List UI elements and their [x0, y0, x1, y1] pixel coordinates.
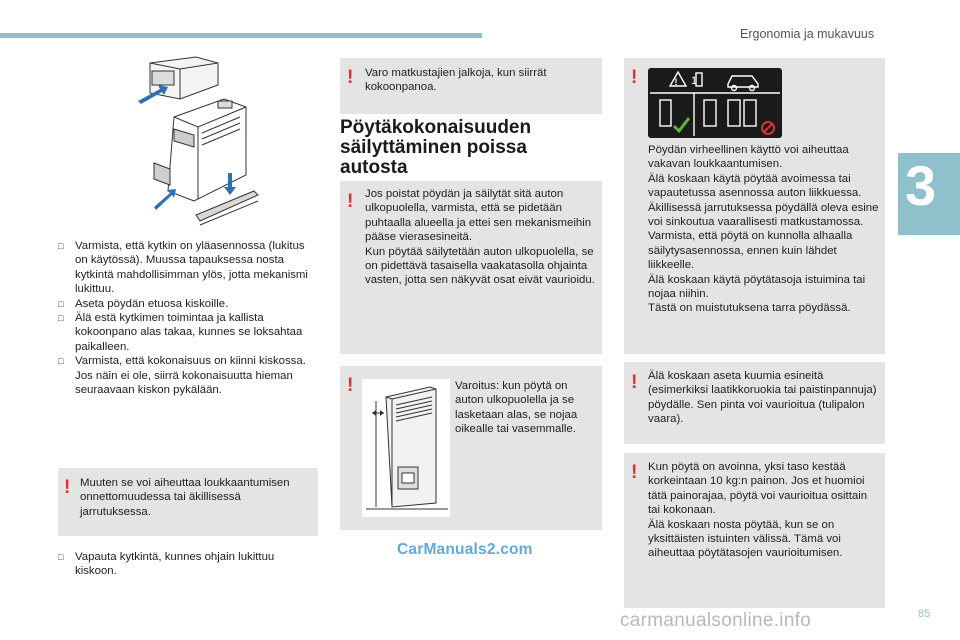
footer-watermark-url: carmanualsonline.info [620, 610, 812, 631]
release-steps-list [58, 550, 308, 579]
table-tilt-illustration [362, 379, 450, 517]
chapter-number: 3 [905, 154, 937, 217]
svg-text:1: 1 [691, 75, 698, 87]
box-bullet-icon: □ [58, 552, 64, 562]
warning-text: Älä koskaan aseta kuumia esineitä (esimerkiksi laatikkoruokia tai paistinpannuja) pöydälle. Sen pinta voi vaurioitua (tulipalon vaara). [648, 370, 877, 426]
box-bullet-icon: □ [58, 241, 64, 251]
watermark-logo: CarManuals2.com [397, 541, 533, 558]
exclamation-icon: ! [347, 67, 354, 88]
section-heading: Pöytäkokonaisuuden säilyttäminen poissa autosta [340, 117, 532, 178]
warning-text: Varoitus: kun pöytä on auton ulkopuolella ja se lasketaan alas, se nojaa oikealle tai vasemmalle. [455, 380, 578, 436]
header-accent-bar [0, 33, 482, 38]
chapter-title: Ergonomia ja mukavuus [740, 27, 875, 41]
list-item: □ Varmista, että kytkin on yläasennossa (lukitus on käytössä). Muussa tapauksessa nosta kytkintä mahdollisimman ylös, jotta mekanismi lukittuu. [58, 240, 308, 296]
page-number: 85 [918, 608, 931, 620]
warning-text: Kun pöytä on avoinna, yksi taso kestää korkeintaan 10 kg:n painon. Jos et huomioi tätä painorajaa, pöytä voi vaurioitua osittain tai kokonaan. Älä koskaan nosta pöytää, kun se on yksittäisten istuinten välissä. Tämä voi aiheuttaa pöytätasojen vaurioitumisen. [648, 461, 868, 560]
warning-text: Jos poistat pöydän ja säilytät sitä auton ulkopuolella, varmista, että se pidetään puhtaalla alueella ja ettei sen mekanismeihin pääse vierasesineitä. Kun pöytää säilytetään auton ulkopuolella, se on pidettävä tasaisella vaakatasolla ohjainta vasten, jotta sen näkyvät osat eivät vaurioidu. [365, 188, 595, 287]
warning-text: Pöydän virheellinen käyttö voi aiheuttaa vakavan loukkaantumisen. Älä koskaan käytä pöytää avoimessa tai vapautetussa asennossa auton liikkuessa. Äkillisessä jarrutuksessa pöydällä oleva esine voi sinkoutua vaarallisesti matkustamossa. Varmista, että pöytä on kunnolla alhaalla säilytysasennossa, ennen kuin lähdet liikkeelle. Älä koskaan käytä pöytätasoja istuimina tai nojaa niihin. Tästä on muistutuksena tarra pöydässä. [648, 144, 879, 315]
installation-steps-list [58, 239, 308, 397]
exclamation-icon: ! [631, 67, 638, 88]
list-item: □ Varmista, että kokonaisuus on kiinni kiskossa. Jos näin ei ole, siirrä kokonaisuutta hieman seuraavaan kiskon pykälään. [58, 355, 306, 397]
box-bullet-icon: □ [58, 298, 64, 309]
warning-text: Muuten se voi aiheuttaa loukkaantumisen onnettomuudessa tai äkillisessä jarrutuksessa. [80, 477, 290, 518]
box-bullet-icon: □ [58, 313, 64, 324]
warning-text: Varo matkustajien jalkoja, kun siirrät kokoonpanoa. [365, 67, 547, 94]
exclamation-icon: ! [347, 375, 354, 396]
svg-text:!: ! [674, 77, 678, 87]
list-item: □ Aseta pöydän etuosa kiskoille. [58, 297, 229, 310]
list-item: □ Vapauta kytkintä, kunnes ohjain lukittuu kiskoon. [58, 551, 275, 578]
table-warning-sticker [648, 68, 782, 138]
exclamation-icon: ! [631, 462, 638, 483]
exclamation-icon: ! [347, 191, 354, 212]
table-rail-installation-illustration [136, 55, 260, 233]
box-bullet-icon: □ [58, 356, 64, 367]
exclamation-icon: ! [64, 477, 71, 498]
list-item: □ Älä estä kytkimen toimintaa ja kallista kokoonpano alas takaa, kunnes se loksahtaa paikalleen. [58, 312, 303, 353]
exclamation-icon: ! [631, 372, 638, 393]
